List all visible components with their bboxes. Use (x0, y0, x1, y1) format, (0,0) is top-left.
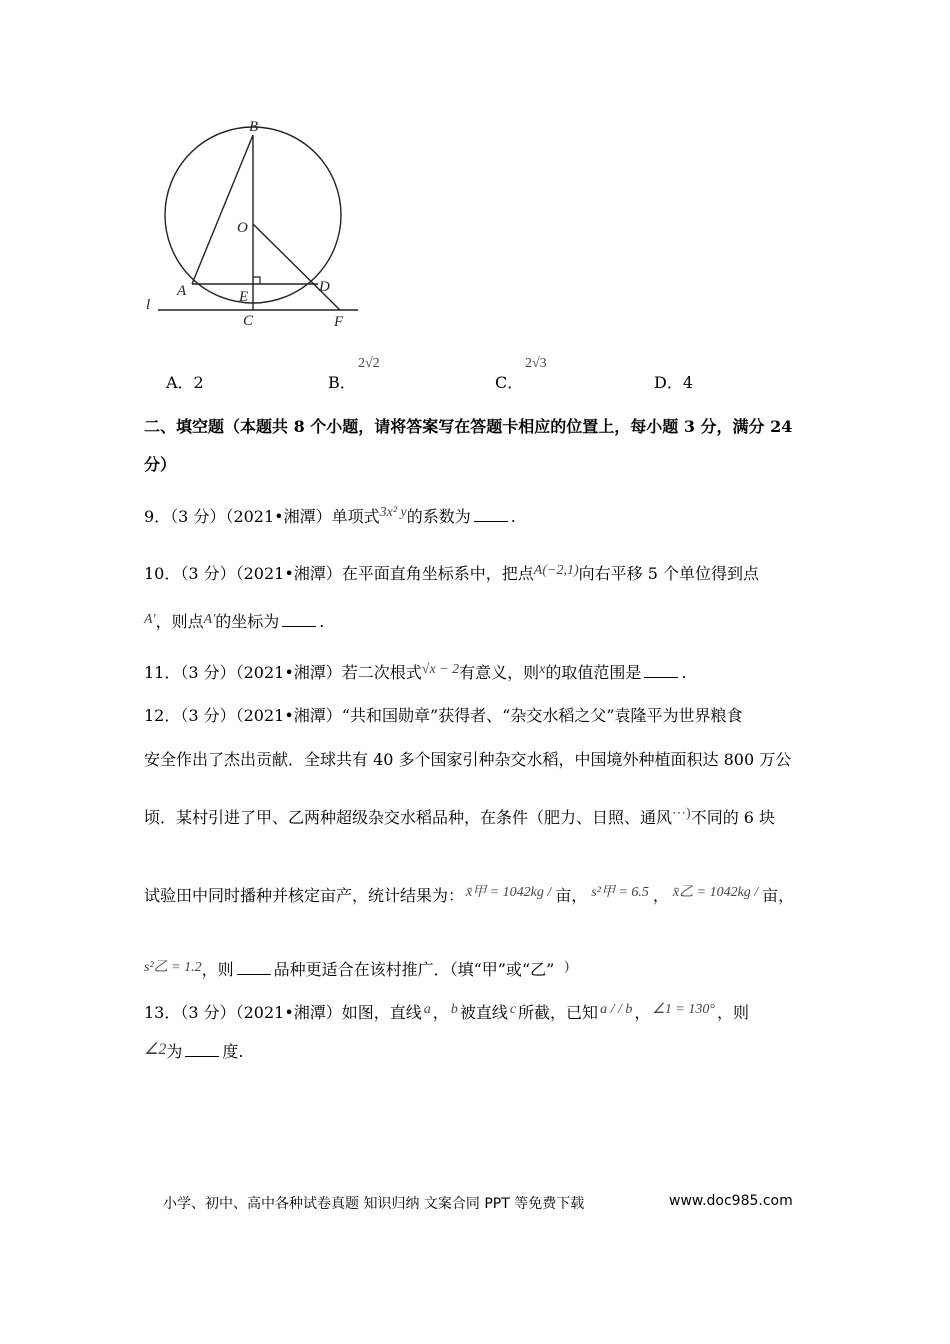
q13-t3: ，则 (716, 1003, 749, 1022)
q12-mean-yi: x̄乙 = 1042kg / (672, 885, 759, 900)
question-12-line2: 安全作出了杰出贡献．全球共有 40 多个国家引种杂交水稻，中国境外种植面积达 800 万公 (144, 750, 792, 769)
q13-t1: 被直线 (459, 1003, 508, 1022)
option-c-math: 2√3 (525, 356, 547, 371)
q12-line3-b: 不同的 6 块 (690, 808, 776, 827)
q9-after: 的系数为 (406, 507, 471, 526)
q12-line5-t1: ，则 (201, 960, 234, 979)
label-f: F (334, 314, 344, 330)
q13-t4: 为 (166, 1042, 183, 1061)
q11-mid: 有意义，则 (459, 663, 540, 682)
right-angle-mark (253, 277, 260, 284)
circle-geometry-figure (140, 110, 370, 340)
option-d: D．4 (654, 373, 694, 392)
q12-line4-t1: 亩， (555, 886, 588, 905)
q12-variance-yi: s²乙 = 1.2 (144, 960, 202, 975)
segment-of (253, 224, 340, 310)
option-b-math: 2√2 (358, 356, 380, 371)
q10-math: A(−2,1) (533, 563, 579, 578)
q11-text: 11．（3 分）（2021•湘潭）若二次根式 (144, 663, 422, 682)
q11-after: 的取值范围是 (545, 663, 642, 682)
question-12-line1: 12．（3 分）（2021•湘潭）“共和国勋章”获得者、“杂交水稻之父”袁隆平为世界粮食 (144, 706, 743, 725)
question-9 (144, 504, 516, 527)
section-heading-line1: 二、填空题（本题共 8 个小题，请将答案写在答题卡相应的位置上，每小题 3 分，满分 24 (144, 417, 793, 436)
q13-sep2: ， (634, 1003, 651, 1022)
q10-answer-blank[interactable] (282, 614, 316, 627)
label-b: B (249, 119, 259, 135)
label-a: A (177, 283, 187, 299)
q12-line3-math: ⋯) (672, 806, 691, 821)
q12-answer-blank[interactable] (237, 962, 271, 975)
q12-line4-t2: ， (652, 886, 669, 905)
q12-variance-jia: s²甲 = 6.5 (591, 885, 649, 900)
q10-end: . (319, 612, 325, 631)
q13-math-angle2: ∠2 (144, 1041, 167, 1058)
q12-line4-a: 试验田中同时播种并核定亩产，统计结果为： (144, 886, 465, 905)
label-d: D (319, 279, 330, 295)
q11-math-x: x (539, 662, 546, 677)
q10-line2-text2: 的坐标为 (215, 612, 280, 631)
q10-text: 10．（3 分）（2021•湘潭）在平面直角坐标系中，把点 (144, 564, 534, 583)
question-12-line4 (144, 883, 794, 906)
option-a: A．2 (166, 373, 204, 392)
q13-line1-a: 13．（3 分）（2021•湘潭）如图，直线 (144, 1003, 422, 1022)
q11-answer-blank[interactable] (644, 665, 678, 678)
q9-answer-blank[interactable] (474, 509, 508, 522)
label-c: C (243, 313, 254, 329)
q13-math-c: c (509, 1002, 517, 1017)
q13-t2: 所截，已知 (518, 1003, 599, 1022)
q10-line2-text1: ，则点 (155, 612, 204, 631)
q9-end: . (510, 507, 516, 526)
section-heading-line2: 分） (144, 455, 177, 474)
q12-line5-t2: 品种更适合在该村推广．（填“甲”或“乙” (273, 960, 555, 979)
label-l: l (146, 297, 151, 313)
q13-math-b: b (450, 1002, 458, 1017)
q13-t5: 度. (222, 1042, 244, 1061)
q12-line3-a: 顷．某村引进了甲、乙两种超级杂交水稻品种，在条件（肥力、日照、通风 (144, 808, 673, 827)
q10-after: 向右平移 5 个单位得到点 (578, 564, 759, 583)
question-10-line2 (144, 609, 324, 632)
question-12-line5 (144, 957, 569, 980)
question-11 (144, 660, 687, 683)
question-13-line2 (144, 1039, 243, 1062)
q9-math: 3x² y (379, 505, 407, 520)
q10-math-a1: A′ (144, 612, 156, 627)
q9-text: 9．（3 分）（2021•湘潭）单项式 (144, 507, 380, 526)
footer-site-link[interactable]: www.doc985.com (669, 1193, 793, 1209)
label-o: O (237, 220, 248, 236)
label-e: E (239, 289, 249, 305)
question-12-line3 (144, 805, 775, 828)
q11-math: √x − 2 (421, 662, 460, 677)
q13-math-angle1: ∠1 = 130° (652, 1002, 715, 1017)
q13-sep1: ， (432, 1003, 449, 1022)
segment-ba (192, 135, 253, 284)
q13-math-a: a (423, 1002, 431, 1017)
question-10 (144, 561, 759, 584)
footer-text: 小学、初中、高中各种试卷真题 知识归纳 文案合同 PPT 等免费下载 (163, 1196, 585, 1212)
q12-line4-t3: 亩， (762, 886, 795, 905)
q11-end: . (681, 663, 687, 682)
q13-math-parallel: a / / b (600, 1002, 633, 1017)
question-13-line1 (144, 1000, 749, 1023)
q10-math-a2: A′ (203, 612, 216, 627)
option-b: B． (328, 373, 356, 392)
option-c: C． (495, 373, 524, 392)
q12-mean-jia: x̄甲 = 1042kg / (466, 885, 552, 900)
q13-answer-blank[interactable] (185, 1044, 219, 1057)
q12-line5-paren: ) (564, 959, 570, 974)
